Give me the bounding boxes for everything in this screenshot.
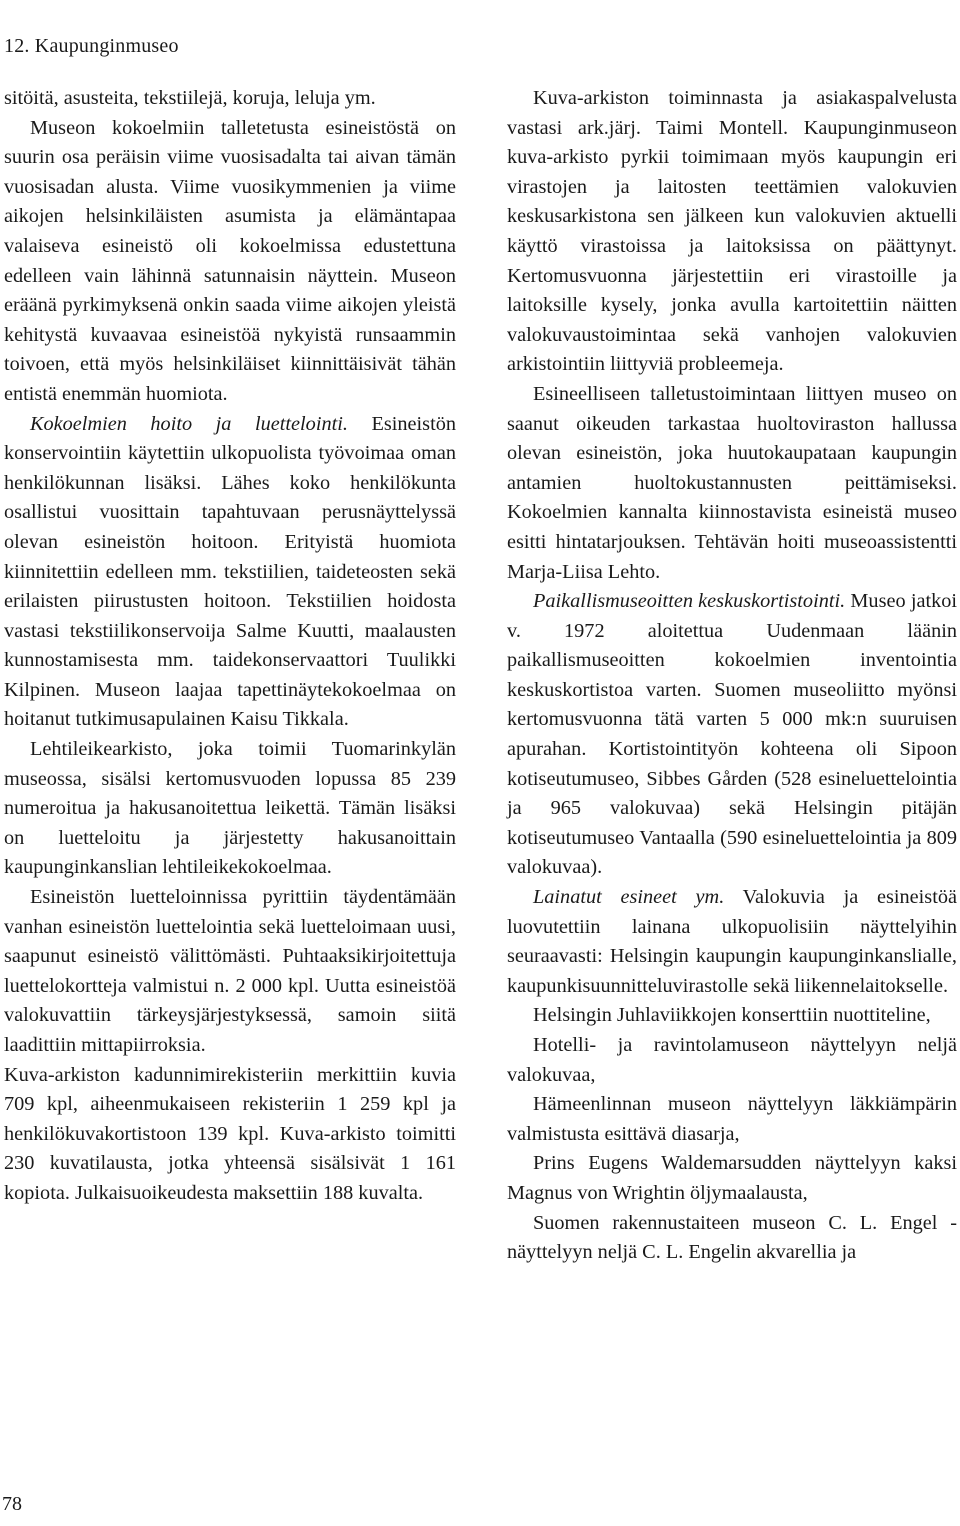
- paragraph: Paikallismuseoitten keskuskortistointi. Museo jatkoi v. 1972 aloitettua Uudenmaan läänin paikallismuseoitten kokoelmien inventointia keskuskortistoa varten. Suomen museoliitto myönsi kertomusvuonna tätä varten 5 000 mk:n suuruisen apurahan. Kortistointityön kohteena oli Sipoon kotiseutumuseo, Sibbes Gården (528 esineluettelointia ja 965 valokuvaa) sekä Helsingin pitäjän kotiseutumuseo Vantaalla (590 esineluettelointia ja 809 valokuvaa).: [507, 590, 958, 879]
- paragraph: Lainatut esineet ym. Valokuvia ja esineistöä luovutettiin lainana ulkopuolisiin näyttelyihin seuraavasti: Helsingin kaupungin kaupunginkanslialle, kaupunkisuunnitteluvirastolle sekä liikennelaitokselle.: [507, 886, 957, 997]
- paragraph: Kuva-arkiston toiminnasta ja asiakaspalvelusta vastasi ark.järj. Taimi Montell. Kaupunginmuseon kuva-arkisto pyrkii toimimaan myös kaupungin eri virastojen ja laitosten teettämien valokuvien keskusarkistona sen jälkeen kun valokuvien aktuelli käyttö virastoissa ja laitoksissa on päättynyt. Kertomusvuonna järjestettiin eri virastoille ja laitoksille kysely, jonka avulla kartoitettiin näitten valokuvaustoimintaa sekä vanhojen valokuvien arkistointiin liittyviä probleemeja.: [507, 87, 957, 376]
- paragraph: Kuva-arkiston kadunnimirekisteriin merkittiin kuvia 709 kpl, aiheenmukaiseen rekisteriin 1 259 kpl ja henkilökuvakortistoon 139 kpl. Kuva-arkisto toimitti 230 kuvatilausta, jotka yhteensä sisälsivät 1 161 kopiota. Julkaisuoikeudesta maksettiin 188 kuvalta.: [4, 1063, 456, 1204]
- running-header: 12. Kaupunginmuseo: [4, 35, 179, 57]
- left-column: [4, 84, 456, 1209]
- paragraph: Hotelli- ja ravintolamuseon näyttelyyn neljä valokuvaa,: [507, 1034, 957, 1086]
- paragraph: Lehtileikearkisto, joka toimii Tuomarinkylän museossa, sisälsi kertomusvuoden lopussa 85 239 numeroitua ja hakusanoitettua leikettä. Tämän lisäksi on luetteloitu ja järjestetty hakusanoittain kaupunginkanslian lehtileikekokoelmaa.: [4, 738, 456, 879]
- paragraph: Kokoelmien hoito ja luettelointi. Esineistön konservointiin käytettiin ulkopuolista työvoimaa oman henkilökunnan lisäksi. Lähes koko henkilökunta osallistui vuosittain tapahtuvaan perusnäyttelyssä olevan esineistön hoitoon. Erityistä huomiota kiinnitettiin edelleen mm. tekstiilien, taideteosten sekä erilaisten piirustusten hoitoon. Tekstiilien hoidosta vastasi tekstiilikonservoija Salme Kuutti, maalausten kunnostamisesta mm. taidekonservaattori Tuulikki Kilpinen. Museon laajaa tapettinäytekokoelmaa on hoitanut tutkimusapulainen Kaisu Tikkala.: [4, 412, 456, 731]
- paragraph: Esineistön luetteloinnissa pyrittiin täydentämään vanhan esineistön luettelointia sekä luetteloimaan uusi, saapunut esineistö välittömästi. Puhtaaksikirjoitettuja luettelokortteja valmistui n. 2 000 kpl. Uutta esineistöä valokuvattiin tärkeysjärjestyksessä, samoin siitä laadittiin mittapiirroksia.: [4, 886, 456, 1056]
- paragraph: Helsingin Juhlaviikkojen konserttiin nuottiteline,: [533, 1004, 931, 1027]
- paragraph: Museon kokoelmiin talletetusta esineistöstä on suurin osa peräisin viime vuosisadalta tai aivan tämän vuosisadan alusta. Viime vuosikymmenien ja viime aikojen helsinkiläisten asumista ja elämäntapaa valaiseva esineistö oli kokoelmissa edustettuna edelleen vain lähinnä satunnaisin näyttein. Museon eräänä pyrkimyksenä onkin saada viime aikojen yleistä kehitystä kuvaavaa esineistöä nykyistä runsaammin toivoen, että myös helsinkiläiset kiinnittäisivät tähän entistä enemmän huomiota.: [4, 116, 456, 405]
- section-heading: Lainatut esineet ym.: [533, 886, 725, 909]
- page-number: 78: [2, 1493, 22, 1515]
- right-column: [507, 84, 957, 1268]
- paragraph: Hämeenlinnan museon näyttelyyn läkkiämpärin valmistusta esittävä diasarja,: [507, 1093, 957, 1145]
- section-heading: Paikallismuseoitten keskuskortistointi.: [533, 590, 846, 613]
- paragraph: sitöitä, asusteita, tekstiilejä, koruja, leluja ym.: [4, 87, 376, 109]
- paragraph: Suomen rakennustaiteen museon C. L. Engel -näyttelyyn neljä C. L. Engelin akvarellia ja: [507, 1211, 957, 1264]
- paragraph: Esineelliseen talletustoimintaan liittyen museo on saanut oikeuden tarkastaa huoltoviraston hallussa olevan esineistön, joka huutokaupataan kaupungin antamien huoltokustannusten peittämiseksi. Kokoelmien kannalta kiinnostavista esineistä museo esitti hintatarjouksen. Tehtävän hoiti museoassistentti Marja-Liisa Lehto.: [507, 382, 957, 583]
- section-heading: Kokoelmien hoito ja luettelointi.: [30, 412, 348, 435]
- paragraph: Prins Eugens Waldemarsudden näyttelyyn kaksi Magnus von Wrightin öljymaalausta,: [507, 1152, 957, 1204]
